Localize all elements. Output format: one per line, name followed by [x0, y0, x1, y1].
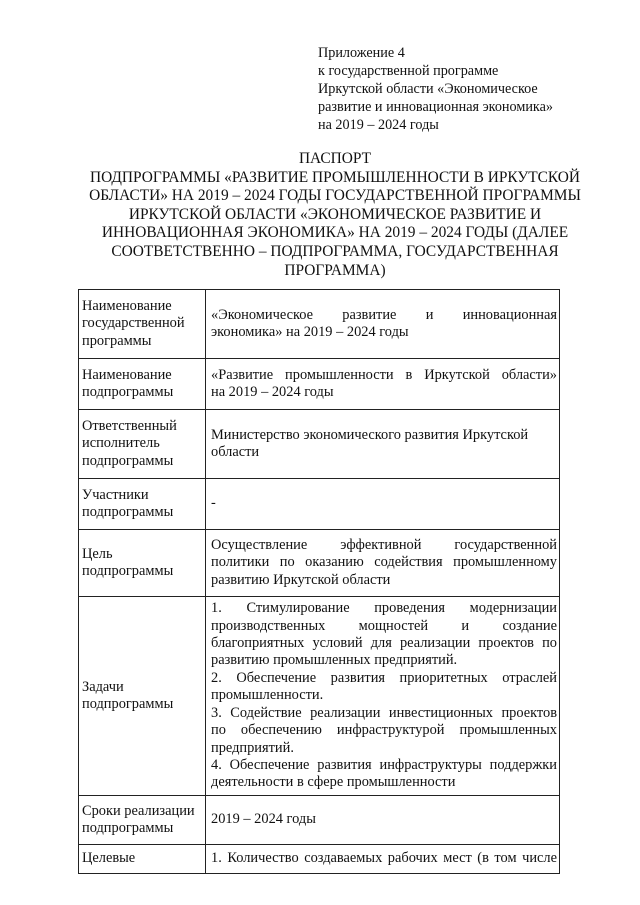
title-line: СООТВЕТСТВЕННО – ПОДПРОГРАММА, ГОСУДАРСТВЕННАЯ	[111, 242, 559, 260]
label-line: программы	[82, 332, 152, 349]
label-line: подпрограммы	[82, 696, 174, 712]
appendix-line: развитие и инновационная экономика»	[318, 99, 553, 115]
table-row	[79, 410, 560, 479]
row-value-cell	[206, 530, 560, 597]
row-value-cell	[206, 359, 560, 410]
row-label-cell	[79, 479, 206, 530]
label-line: подпрограммы	[82, 563, 174, 579]
label-line: Ответственный	[82, 417, 177, 434]
row-label-cell	[79, 597, 206, 796]
appendix-block	[318, 44, 618, 134]
label-line: Целевые	[82, 850, 136, 867]
appendix-line: Иркутской области «Экономическое	[318, 81, 538, 97]
row-label-cell	[79, 796, 206, 845]
label-line: подпрограммы	[82, 820, 174, 836]
row-value-cell	[206, 290, 560, 359]
value-line: производственных мощностей и создание	[211, 617, 557, 634]
document-title	[60, 150, 610, 280]
label-line: Наименование	[82, 297, 172, 314]
row-label-cell	[79, 290, 206, 359]
label-line: Сроки реализации	[82, 802, 195, 819]
value-line: благоприятных условий для реализации проектов по	[211, 635, 557, 652]
value-line: развитию промышленных предприятий.	[211, 652, 458, 669]
value-line: -	[211, 495, 216, 512]
value-line: предприятий.	[211, 739, 294, 756]
row-label-cell	[79, 359, 206, 410]
value-line: области	[211, 444, 260, 460]
title-line: ИРКУТСКОЙ ОБЛАСТИ «ЭКОНОМИЧЕСКОЕ РАЗВИТИЕ И	[128, 205, 542, 223]
table-row	[79, 530, 560, 597]
title-line: ПОДПРОГРАММЫ «РАЗВИТИЕ ПРОМЫШЛЕННОСТИ В ИРКУТСКОЙ	[89, 168, 581, 186]
appendix-line: к государственной программе	[318, 63, 499, 79]
value-line: 1. Стимулирование проведения модернизации	[211, 600, 557, 617]
label-line: Участники	[82, 486, 149, 503]
table-row	[79, 796, 560, 845]
value-line: развитию Иркутской области	[211, 571, 391, 588]
title-line: ИННОВАЦИОННАЯ ЭКОНОМИКА» НА 2019 – 2024 ГОДЫ (ДАЛЕЕ	[101, 224, 569, 242]
label-line: подпрограммы	[82, 384, 174, 400]
label-line: подпрограммы	[82, 452, 174, 469]
table-row	[79, 845, 560, 874]
label-line: подпрограммы	[82, 504, 174, 520]
row-value-cell	[206, 410, 560, 479]
title-line: ПРОГРАММА)	[284, 261, 386, 279]
value-line: «Развитие промышленности в Иркутской области»	[211, 366, 557, 383]
label-line: Цель	[82, 545, 113, 562]
table-row	[79, 290, 560, 359]
row-value-cell	[206, 796, 560, 845]
appendix-line: на 2019 – 2024 годы	[318, 117, 439, 133]
value-line: 3. Содействие реализации инвестиционных проектов	[211, 704, 557, 721]
row-value-cell	[206, 479, 560, 530]
value-line: деятельности в сфере промышленности	[211, 774, 456, 791]
row-value-cell	[206, 597, 560, 796]
label-line: Задачи	[82, 678, 124, 695]
value-line: политики по оказанию содействия промышленному	[211, 554, 557, 571]
value-line: Министерство экономического развития Иркутской	[211, 426, 529, 443]
row-label-cell	[79, 410, 206, 479]
title-line: ОБЛАСТИ» НА 2019 – 2024 ГОДЫ ГОСУДАРСТВЕННОЙ ПРОГРАММЫ	[89, 187, 581, 205]
label-line: исполнитель	[82, 435, 160, 452]
value-line: на 2019 – 2024 годы	[211, 384, 334, 400]
value-line: экономика» на 2019 – 2024 годы	[211, 324, 409, 340]
title-line: ПАСПОРТ	[298, 150, 372, 167]
table-row	[79, 359, 560, 410]
value-line: 1. Количество создаваемых рабочих мест (в том числе	[211, 850, 557, 867]
table-row	[79, 479, 560, 530]
label-line: Наименование	[82, 366, 172, 383]
value-line: по обеспечению инфраструктурой промышленных	[211, 722, 557, 739]
table-row	[79, 597, 560, 796]
value-line: 2. Обеспечение развития приоритетных отраслей	[211, 669, 557, 686]
value-line: Осуществление эффективной государственной	[211, 536, 557, 553]
value-line: 2019 – 2024 годы	[211, 811, 316, 828]
row-label-cell	[79, 845, 206, 874]
value-line: 4. Обеспечение развития инфраструктуры поддержки	[211, 756, 557, 773]
passport-table	[78, 289, 560, 874]
row-label-cell	[79, 530, 206, 597]
label-line: государственной	[82, 315, 185, 332]
appendix-line: Приложение 4	[318, 45, 405, 61]
value-line: «Экономическое развитие и инновационная	[211, 306, 557, 323]
value-line: промышленности.	[211, 687, 324, 704]
row-value-cell	[206, 845, 560, 874]
